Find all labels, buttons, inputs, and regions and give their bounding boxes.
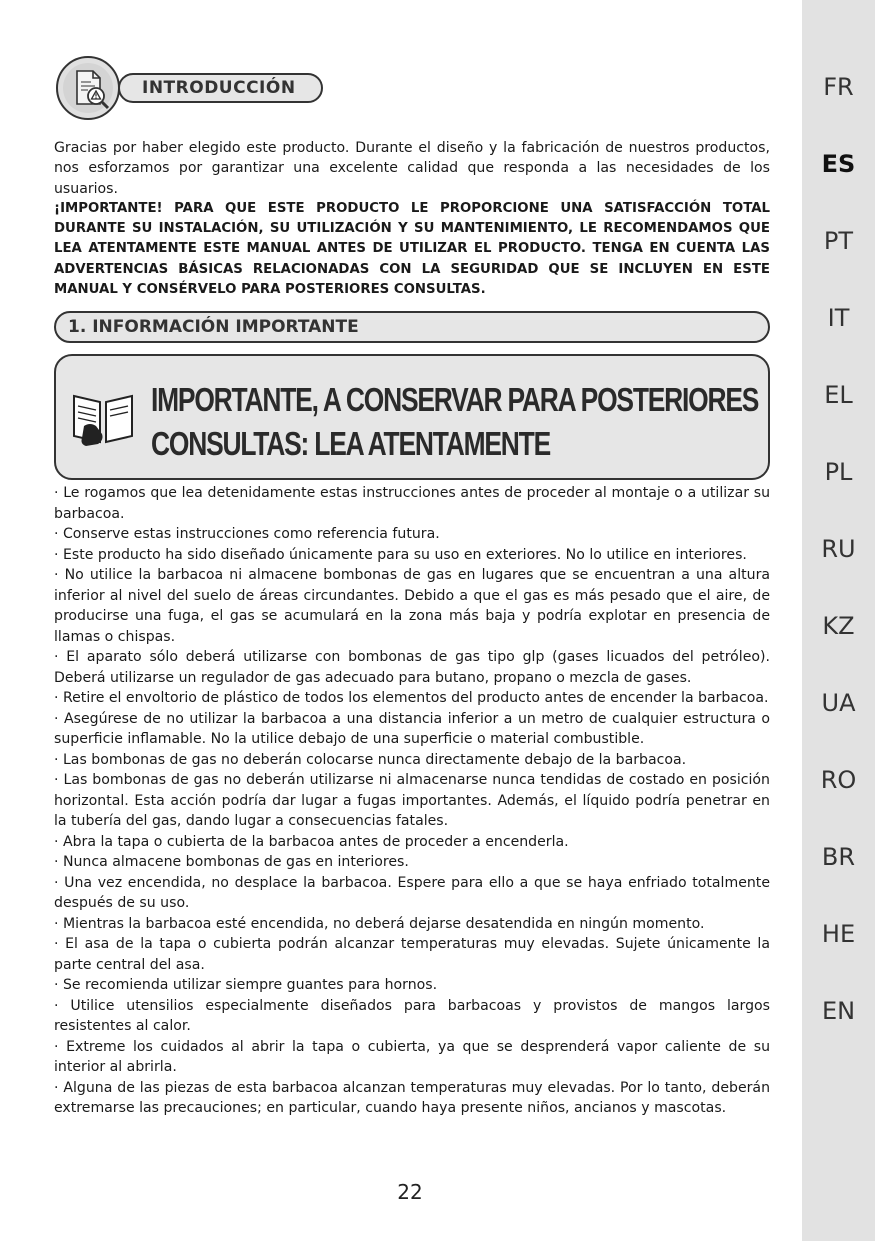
read-manual-icon — [70, 384, 136, 450]
page-number: 22 — [397, 1180, 423, 1204]
list-item: · El asa de la tapa o cubierta podrán alcanzar temperaturas muy elevadas. Sujete únicamente la parte central del asa. — [54, 936, 770, 973]
lang-tab-es[interactable]: ES — [821, 150, 856, 178]
lang-tab-ro[interactable]: RO — [820, 766, 857, 794]
list-item: · Nunca almacene bombonas de gas en interiores. — [54, 854, 409, 870]
list-item: · Le rogamos que lea detenidamente estas instrucciones antes de proceder al montaje o a utilizar su barbacoa. — [54, 485, 770, 522]
list-item: · Se recomienda utilizar siempre guantes para hornos. — [54, 977, 438, 993]
intro-paragraph: Gracias por haber elegido este producto. Durante el diseño y la fabricación de nuestros productos, nos esforzamos por garantizar una excelente calidad que responda a las necesidades de los usuarios. — [54, 140, 770, 197]
lang-tab-el[interactable]: EL — [824, 381, 853, 409]
lang-tab-en[interactable]: EN — [821, 997, 856, 1025]
important-notice: ¡IMPORTANTE! PARA QUE ESTE PRODUCTO LE PROPORCIONE UNA SATISFACCIÓN TOTAL DURANTE SU INSTALACIÓN, SU UTILIZACIÓN Y SU MANTENIMIENTO, LE RECOMENDAMOS QUE LEA ATENTAMENTE ESTE MANUAL ANTES DE UTILIZAR EL PRODUCTO. TENGA EN CUENTA LAS ADVERTENCIAS BÁSICAS RELACIONADAS CON LA SEGURIDAD QUE SE INCLUYEN EN ESTE MANUAL Y CONSÉRVELO PARA POSTERIORES CONSULTAS. — [54, 200, 770, 298]
lang-tab-fr[interactable]: FR — [823, 73, 854, 101]
lang-tab-br[interactable]: BR — [821, 843, 856, 871]
safety-instructions-list — [54, 483, 770, 1119]
lang-tab-pl[interactable]: PL — [824, 458, 853, 486]
list-item: · No utilice la barbacoa ni almacene bombonas de gas en lugares que se encuentran a una altura inferior al nivel del suelo de áreas circundantes. Debido a que el gas es más pesado que el aire, de producirse una fuga, el gas se acumulará en la zona más baja y podría explotar en presencia de llamas o chispas. — [54, 567, 770, 645]
list-item: · Las bombonas de gas no deberán utilizarse ni almacenarse nunca tendidas de costado en posición horizontal. Esta acción podría dar lugar a fugas importantes. Además, el líquido podría penetrar en la tubería del gas, dando lugar a consecuencias fatales. — [54, 772, 770, 829]
lang-tab-kz[interactable]: KZ — [822, 612, 855, 640]
warning-title-line1: IMPORTANTE, A CONSERVAR PARA POSTERIORES — [151, 381, 759, 418]
list-item: · Mientras la barbacoa esté encendida, no deberá dejarse desatendida en ningún momento. — [54, 915, 705, 932]
list-item: · Retire el envoltorio de plástico de todos los elementos del producto antes de encender la barbacoa. — [54, 690, 769, 706]
section-heading: 1. INFORMACIÓN IMPORTANTE — [54, 311, 770, 343]
list-item: · Conserve estas instrucciones como referencia futura. — [54, 526, 440, 542]
list-item: · Alguna de las piezas de esta barbacoa alcanzan temperaturas muy elevadas. Por lo tanto, deberán extremarse las precauciones; en particular, cuando haya presente niños, ancianos y mascotas. — [54, 1079, 770, 1116]
intro-heading: INTRODUCCIÓN — [118, 73, 323, 103]
lang-tab-ua[interactable]: UA — [821, 689, 856, 717]
language-sidebar — [802, 0, 875, 1241]
list-item: · Una vez encendida, no desplace la barbacoa. Espere para ello a que se haya enfriado totalmente después de su uso. — [54, 874, 770, 911]
lang-tab-he[interactable]: HE — [821, 920, 856, 948]
list-item: · Abra la tapa o cubierta de la barbacoa antes de proceder a encenderla. — [54, 833, 569, 850]
warning-box — [54, 354, 770, 480]
lang-tab-ru[interactable]: RU — [821, 535, 856, 563]
list-item: · Extreme los cuidados al abrir la tapa o cubierta, ya que se desprenderá vapor caliente de su interior al abrirla. — [54, 1038, 770, 1075]
list-item: · Asegúrese de no utilizar la barbacoa a una distancia inferior a un metro de cualquier estructura o superficie inflamable. No la utilice debajo de una superficie o material combustible. — [54, 710, 770, 747]
list-item: · Utilice utensilios especialmente diseñados para barbacoas y provistos de mangos largos resistentes al calor. — [54, 997, 770, 1034]
document-warning-icon — [56, 56, 120, 120]
lang-tab-it[interactable]: IT — [827, 304, 850, 332]
lang-tab-pt[interactable]: PT — [823, 227, 854, 255]
intro-heading-block — [56, 56, 326, 120]
warning-title-line2: CONSULTAS: LEA ATENTAMENTE — [151, 425, 550, 462]
list-item: · Las bombonas de gas no deberán colocarse nunca directamente debajo de la barbacoa. — [54, 751, 687, 768]
intro-text — [54, 138, 770, 300]
warning-title — [151, 378, 759, 466]
list-item: · Este producto ha sido diseñado únicamente para su uso en exteriores. No lo utilice en interiores. — [54, 546, 747, 563]
list-item: · El aparato sólo deberá utilizarse con bombonas de gas tipo glp (gases licuados del petróleo). Deberá utilizarse un regulador de gas adecuado para butano, propano o mezcla de gases. — [54, 649, 770, 686]
